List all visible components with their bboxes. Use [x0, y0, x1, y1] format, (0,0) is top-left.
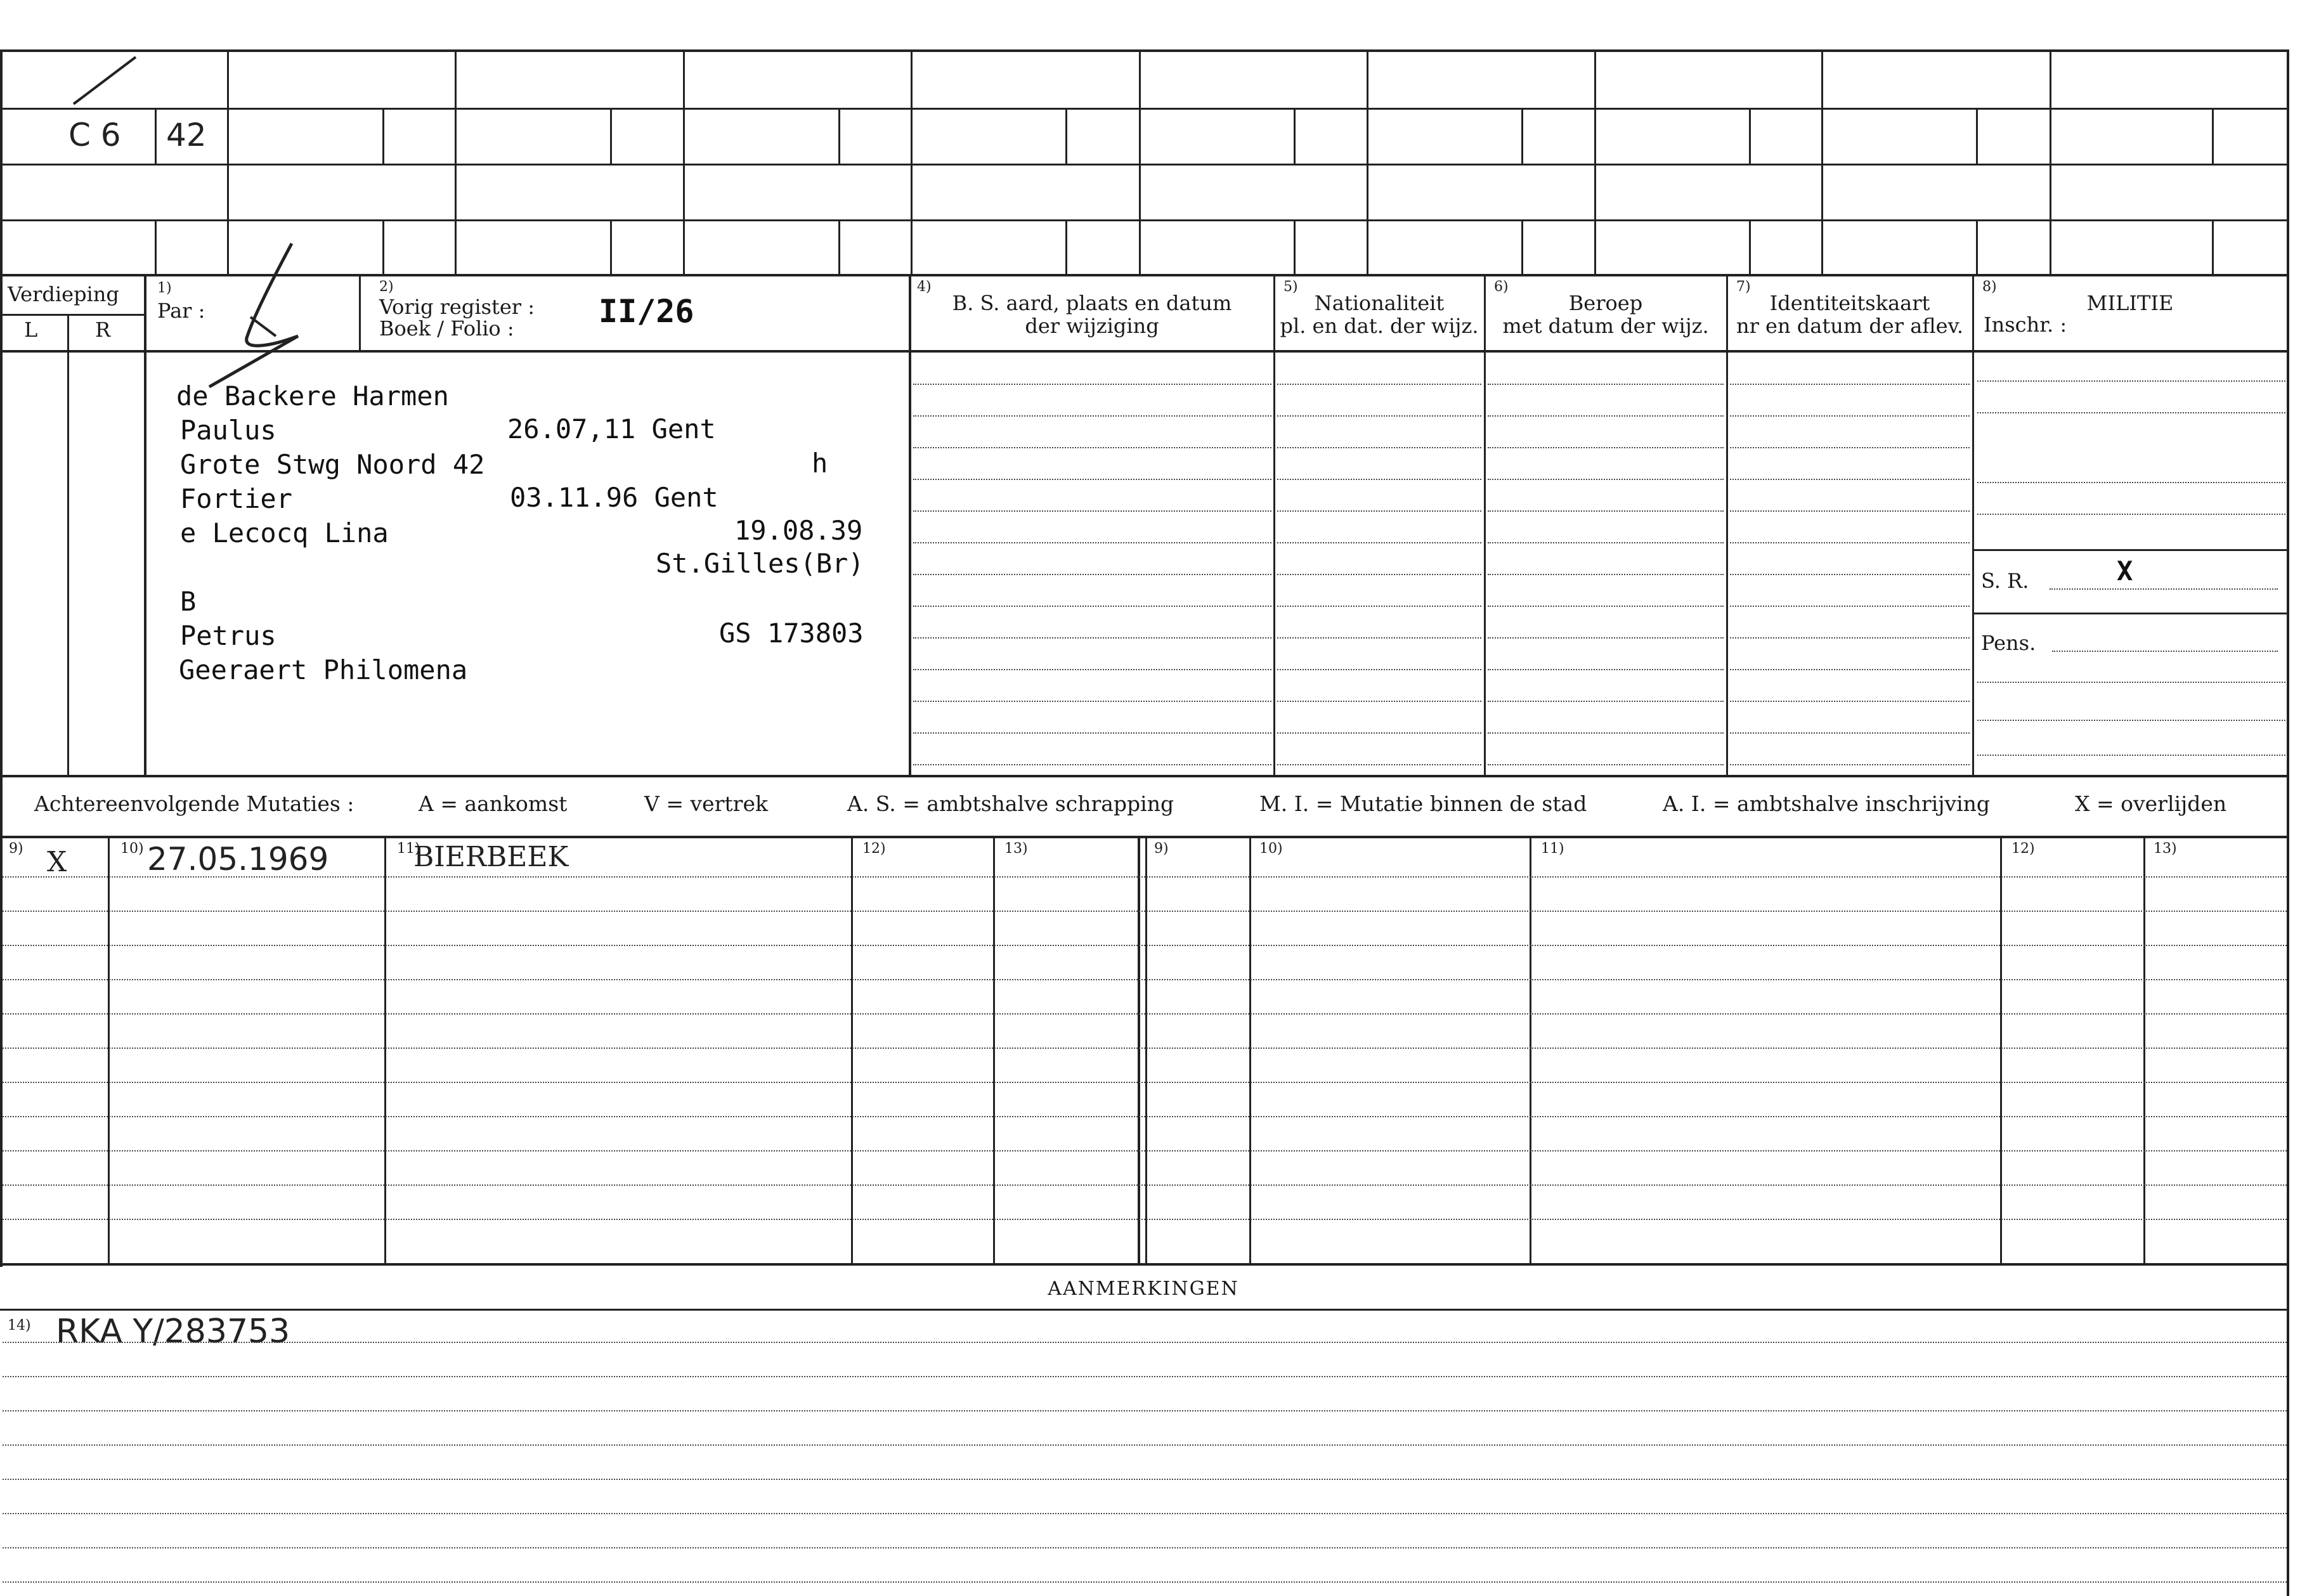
top-grid-divider — [227, 49, 229, 274]
dotted-line — [3, 1082, 2287, 1083]
col8-num: 8) — [1982, 279, 1997, 295]
top-grid-subdivider — [610, 219, 612, 274]
par-scribble-icon — [146, 241, 311, 393]
mutation-col-num: 9) — [9, 841, 23, 857]
col7-label-2: nr en datum der aflev. — [1736, 314, 1964, 338]
dotted-line — [1277, 606, 1481, 607]
col4-num: 4) — [917, 279, 932, 295]
person-block-bottom — [0, 775, 2289, 777]
col5-divider — [1273, 274, 1275, 775]
person-line-5-date: 19.08.39 — [734, 515, 863, 546]
person-line-5: e Lecocq Lina — [180, 517, 389, 548]
dotted-line — [1977, 412, 2285, 413]
dotted-line — [3, 979, 2287, 980]
dotted-line — [3, 876, 2287, 878]
col7-divider — [1726, 274, 1728, 775]
dotted-line — [913, 637, 1271, 639]
dotted-line — [1730, 732, 1970, 734]
top-grid-divider — [455, 49, 457, 274]
mutation-col-num: 10) — [120, 841, 144, 857]
legend-aankomst: A = aankomst — [419, 791, 568, 816]
top-grid-line — [0, 164, 2289, 165]
militie-subline — [1973, 613, 2287, 614]
top-grid-subdivider — [1976, 219, 1978, 274]
mutation-place: BIERBEEK — [413, 841, 569, 873]
lr-divider — [67, 314, 69, 775]
dotted-line — [1730, 574, 1970, 575]
person-line-4: Fortier — [180, 483, 293, 514]
dotted-line — [3, 1513, 2287, 1514]
top-grid-subdivider — [1294, 108, 1296, 164]
dotted-line — [1488, 415, 1724, 417]
top-grid-subdivider — [1976, 108, 1978, 164]
top-grid-subdivider — [610, 108, 612, 164]
dotted-line — [1730, 415, 1970, 417]
person-line-8-id: GS 173803 — [719, 618, 864, 649]
dotted-line — [3, 1547, 2287, 1548]
dotted-line — [1488, 606, 1724, 607]
dotted-line — [3, 1581, 2287, 1583]
dotted-line — [3, 1116, 2287, 1117]
boek-folio-label: Boek / Folio : — [379, 316, 514, 341]
par-num: 1) — [157, 280, 172, 296]
person-line-3: Grote Stwg Noord 42 — [180, 449, 485, 480]
col5-num: 5) — [1283, 279, 1298, 295]
dotted-line — [913, 542, 1271, 543]
col8-label: MILITIE — [2086, 291, 2174, 315]
par-label: Par : — [157, 299, 205, 323]
dotted-line — [3, 1479, 2287, 1480]
dotted-line — [913, 669, 1271, 670]
col5-label-1: Nationaliteit — [1314, 291, 1445, 315]
dotted-line — [1277, 764, 1481, 765]
col4-label-1: B. S. aard, plaats en datum — [952, 291, 1232, 315]
top-grid-subdivider — [382, 219, 384, 274]
col8-divider — [1972, 274, 1974, 775]
top-grid-subdivider — [1521, 219, 1523, 274]
dotted-line — [913, 764, 1271, 765]
top-grid-divider — [1821, 49, 1823, 274]
verdieping-subline — [0, 314, 144, 316]
mutations-table-bottom — [0, 1263, 2289, 1266]
remarks-num: 14) — [8, 1318, 31, 1333]
col5-label-2: pl. en dat. der wijz. — [1280, 314, 1479, 338]
dotted-line — [1277, 447, 1481, 448]
top-grid-subdivider — [1749, 108, 1751, 164]
dotted-line — [1730, 479, 1970, 480]
dotted-line — [3, 1410, 2287, 1411]
dotted-line — [913, 384, 1271, 385]
pens-label: Pens. — [1981, 631, 2036, 655]
mutation-col-num: 12) — [2011, 841, 2035, 857]
dotted-line — [1488, 384, 1724, 385]
dotted-line — [1277, 415, 1481, 417]
top-grid-divider — [1367, 49, 1368, 274]
dotted-line — [3, 1342, 2287, 1343]
top-grid-subdivider — [2212, 219, 2214, 274]
dotted-line — [1277, 637, 1481, 639]
dotted-line — [3, 1013, 2287, 1015]
top-grid-line — [0, 274, 2289, 276]
dotted-line — [1277, 574, 1481, 575]
legend-ambtshalve-schrapping: A. S. = ambtshalve schrapping — [847, 791, 1174, 816]
dotted-line — [913, 606, 1271, 607]
top-grid-subdivider — [1749, 219, 1751, 274]
dotted-line — [1730, 447, 1970, 448]
col7-num: 7) — [1736, 279, 1751, 295]
person-line-8: Petrus — [180, 620, 276, 651]
mutation-col-divider — [108, 836, 110, 1263]
person-line-7: B — [180, 586, 197, 617]
dotted-line — [913, 447, 1271, 448]
col7-label-1: Identiteitskaart — [1769, 291, 1930, 315]
dotted-line — [3, 1444, 2287, 1446]
dotted-line — [3, 945, 2287, 946]
mutation-col-divider — [1145, 836, 1147, 1263]
dotted-line — [1488, 479, 1724, 480]
dotted-line — [1488, 764, 1724, 765]
dotted-line — [1488, 447, 1724, 448]
remarks-title-line — [0, 1309, 2289, 1311]
mutation-col-num: 11) — [397, 841, 420, 857]
dotted-line — [2050, 588, 2278, 590]
col4-label-2: der wijziging — [1025, 314, 1159, 338]
dotted-line — [1488, 574, 1724, 575]
mutation-code: X — [47, 846, 67, 878]
top-grid-subdivider — [838, 108, 840, 164]
dotted-line — [1977, 380, 2285, 382]
legend-vertrek: V = vertrek — [644, 791, 768, 816]
mutation-col-divider — [1530, 836, 1531, 1263]
top-grid-subdivider — [1294, 219, 1296, 274]
person-line-4-date: 03.11.96 Gent — [510, 482, 718, 513]
mutation-col-num: 13) — [2154, 841, 2177, 857]
top-grid-subdivider — [838, 219, 840, 274]
mutations-table-top — [0, 836, 2289, 838]
top-grid-divider — [2050, 49, 2051, 274]
dotted-line — [1488, 542, 1724, 543]
top-grid-subdivider — [1065, 108, 1067, 164]
col6-num: 6) — [1494, 279, 1509, 295]
col6-label-2: met datum der wijz. — [1502, 314, 1709, 338]
right-label: R — [95, 318, 111, 342]
dotted-line — [1488, 669, 1724, 670]
dotted-line — [1730, 637, 1970, 639]
dotted-line — [1730, 764, 1970, 765]
person-line-6-place: St.Gilles(Br) — [656, 548, 864, 579]
dotted-line — [3, 1219, 2287, 1220]
dotted-line — [1277, 542, 1481, 543]
mutation-col-num: 11) — [1541, 841, 1564, 857]
mutation-date: 27.05.1969 — [147, 841, 329, 878]
top-grid-line — [0, 219, 2289, 221]
col4-divider — [909, 274, 911, 775]
top-grid-divider — [683, 49, 685, 274]
col6-label-1: Beroep — [1568, 291, 1643, 315]
top-grid-subdivider — [1065, 219, 1067, 274]
verdieping-label: Verdieping — [8, 282, 119, 306]
mutation-col-divider — [1138, 836, 1140, 1263]
mutation-col-divider — [1249, 836, 1251, 1263]
dotted-line — [1730, 701, 1970, 702]
right-border — [2287, 49, 2289, 1596]
top-grid-divider — [911, 49, 913, 274]
par-divider — [359, 274, 361, 350]
dotted-line — [1488, 510, 1724, 512]
top-grid-line — [0, 108, 2289, 110]
top-grid-subdivider — [155, 108, 157, 164]
dotted-line — [1277, 479, 1481, 480]
top-grid-divider — [1594, 49, 1596, 274]
person-line-9: Geeraert Philomena — [179, 654, 468, 685]
dotted-line — [1977, 755, 2285, 756]
person-line-2-date: 26.07,11 Gent — [507, 413, 716, 444]
dotted-line — [1977, 482, 2285, 483]
dotted-line — [3, 1048, 2287, 1049]
legend-mutatie-binnen-stad: M. I. = Mutatie binnen de stad — [1259, 791, 1587, 816]
dotted-line — [1277, 701, 1481, 702]
header-row-bottom — [0, 350, 2289, 353]
top-grid-subdivider — [1521, 108, 1523, 164]
mutation-col-num: 10) — [1259, 841, 1283, 857]
dotted-line — [2052, 651, 2278, 652]
person-line-2: Paulus — [180, 415, 276, 446]
left-label: L — [24, 318, 38, 342]
mutation-col-divider — [993, 836, 995, 1263]
dotted-line — [913, 732, 1271, 734]
slash-mark-icon — [70, 53, 140, 108]
mutation-col-num: 12) — [862, 841, 886, 857]
top-grid-divider — [1139, 49, 1141, 274]
mutation-col-num: 13) — [1004, 841, 1028, 857]
person-line-1: de Backere Harmen — [176, 380, 449, 412]
vorig-register-label: Vorig register : — [379, 295, 535, 319]
inschr-label: Inschr. : — [1984, 313, 2067, 337]
dotted-line — [1488, 732, 1724, 734]
dotted-line — [913, 479, 1271, 480]
remarks-title: AANMERKINGEN — [1048, 1278, 1239, 1300]
dotted-line — [3, 911, 2287, 912]
legend-ambtshalve-inschrijving: A. I. = ambtshalve inschrijving — [1663, 791, 1991, 816]
person-line-3-suffix: h — [812, 448, 828, 479]
dotted-line — [1277, 732, 1481, 734]
top-grid-line — [0, 49, 2289, 52]
mutation-col-divider — [2143, 836, 2145, 1263]
dotted-line — [1488, 637, 1724, 639]
top-grid-subdivider — [382, 108, 384, 164]
legend-overlijden: X = overlijden — [2075, 791, 2227, 816]
vorig-register-value: II/26 — [599, 293, 694, 330]
dotted-line — [1277, 669, 1481, 670]
left-border — [0, 49, 3, 1267]
dotted-line — [1730, 606, 1970, 607]
vorig-num: 2) — [379, 279, 394, 295]
card-number: 42 — [166, 117, 207, 153]
dotted-line — [3, 1376, 2287, 1377]
dotted-line — [913, 415, 1271, 417]
dotted-line — [1977, 514, 2285, 515]
dotted-line — [1730, 510, 1970, 512]
dotted-line — [1977, 720, 2285, 721]
dotted-line — [1730, 384, 1970, 385]
dotted-line — [1277, 384, 1481, 385]
dotted-line — [913, 701, 1271, 702]
card-code: C 6 — [68, 117, 121, 153]
mutations-legend-title: Achtereenvolgende Mutaties : — [34, 791, 354, 816]
col6-divider — [1484, 274, 1486, 775]
mutation-col-divider — [384, 836, 386, 1263]
dotted-line — [3, 1184, 2287, 1186]
dotted-line — [913, 574, 1271, 575]
mutation-col-divider — [2000, 836, 2002, 1263]
mutation-col-divider — [851, 836, 853, 1263]
remarks-value: RKA Y/283753 — [56, 1313, 290, 1351]
sr-value: X — [2117, 555, 2133, 587]
sr-label: S. R. — [1981, 569, 2029, 593]
dotted-line — [1488, 701, 1724, 702]
dotted-line — [3, 1150, 2287, 1152]
mutation-col-num: 9) — [1154, 841, 1169, 857]
top-grid-subdivider — [2212, 108, 2214, 164]
dotted-line — [913, 510, 1271, 512]
dotted-line — [1977, 682, 2285, 683]
militie-subline — [1973, 549, 2287, 551]
dotted-line — [1730, 542, 1970, 543]
dotted-line — [1277, 510, 1481, 512]
dotted-line — [1730, 669, 1970, 670]
